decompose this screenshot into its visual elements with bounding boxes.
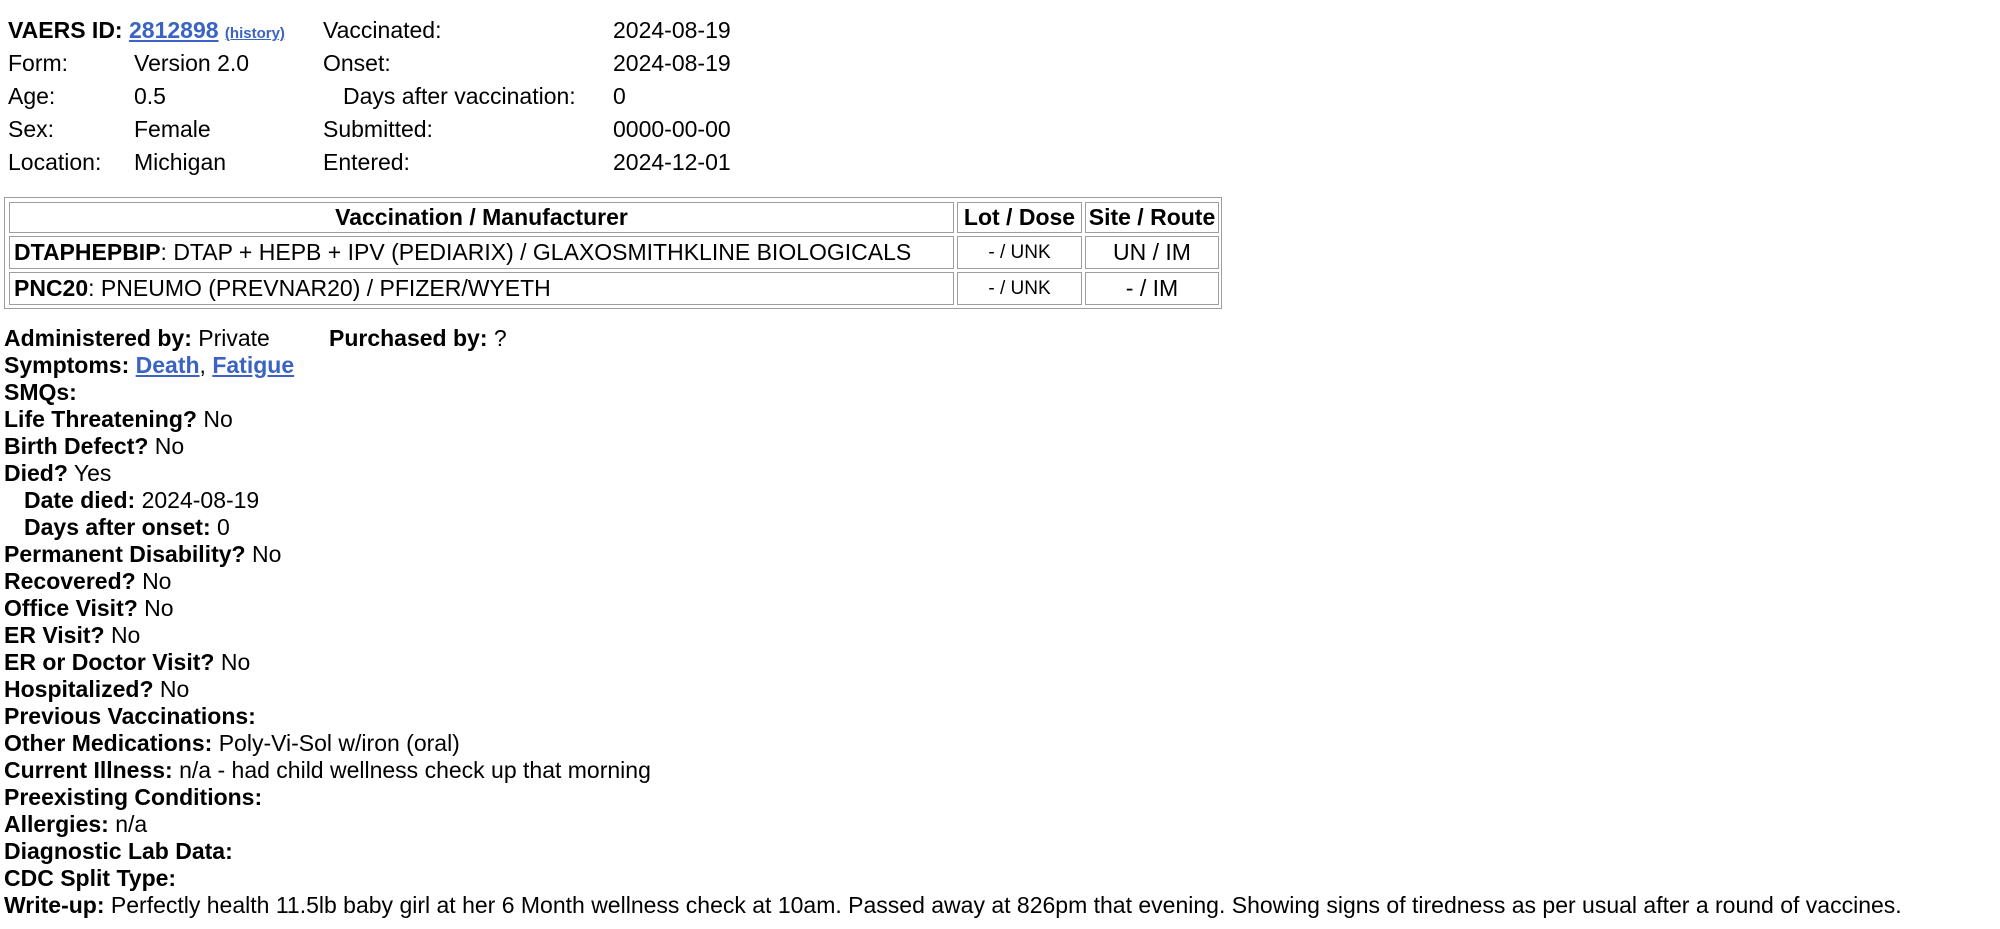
vaccine-description: : DTAP + HEPB + IPV (PEDIARIX) / GLAXOSMITHKLINE BIOLOGICALS bbox=[160, 239, 912, 265]
symptoms-label: Symptoms: bbox=[4, 352, 130, 378]
sex-value: Female bbox=[134, 116, 211, 142]
recovered-value: No bbox=[142, 568, 172, 594]
allergies-label: Allergies: bbox=[4, 811, 109, 837]
previous-vaccinations-row bbox=[4, 703, 256, 730]
days-after-onset-value: 0 bbox=[217, 514, 230, 540]
preexisting-conditions-row bbox=[4, 784, 262, 811]
smqs-row bbox=[4, 379, 77, 406]
permanent-disability-label: Permanent Disability? bbox=[4, 541, 246, 567]
age-value: 0.5 bbox=[134, 83, 166, 109]
date-died-label: Date died: bbox=[24, 487, 136, 513]
hospitalized-value: No bbox=[159, 676, 190, 702]
office-visit-label: Office Visit? bbox=[4, 595, 138, 621]
er-doctor-visit-value: No bbox=[220, 649, 251, 675]
onset-value: 2024-08-19 bbox=[613, 50, 731, 76]
onset-label: Onset: bbox=[323, 50, 391, 76]
administered-row bbox=[4, 325, 270, 352]
column-header-site-route: Site / Route bbox=[1085, 202, 1219, 233]
current-illness-value: n/a - had child wellness check up that morning bbox=[179, 757, 651, 783]
allergies-value: n/a bbox=[115, 811, 148, 837]
write-up-value: Perfectly health 11.5lb baby girl at her 6 Month wellness check at 10am. Passed away at 826pm that evening. Showing signs of tiredness as per usual after a round of vaccines. bbox=[110, 892, 1902, 918]
vaers-id-row bbox=[8, 14, 285, 50]
recovered-row bbox=[4, 568, 171, 595]
vaccine-code: PNC20 bbox=[14, 275, 89, 301]
office-visit-row bbox=[4, 595, 174, 622]
days-after-vaccination-value: 0 bbox=[613, 83, 626, 109]
vaccinated-value: 2024-08-19 bbox=[613, 17, 731, 43]
vaccine-row-2-site-route: - / IM bbox=[1085, 272, 1219, 305]
symptom-link-fatigue[interactable]: Fatigue bbox=[212, 352, 295, 378]
location-label: Location: bbox=[8, 149, 102, 175]
life-threatening-value: No bbox=[203, 406, 233, 432]
administered-label: Administered by: bbox=[4, 325, 192, 351]
age-label: Age: bbox=[8, 83, 56, 109]
allergies-row bbox=[4, 811, 147, 838]
column-header-lot-dose: Lot / Dose bbox=[957, 202, 1082, 233]
symptom-separator: , bbox=[199, 352, 206, 378]
current-illness-row bbox=[4, 757, 651, 784]
current-illness-label: Current Illness: bbox=[4, 757, 173, 783]
days-after-onset-label: Days after onset: bbox=[24, 514, 211, 540]
entered-label: Entered: bbox=[323, 149, 410, 175]
cdc-split-type-label: CDC Split Type: bbox=[4, 865, 177, 891]
birth-defect-label: Birth Defect? bbox=[4, 433, 149, 459]
date-died-row bbox=[24, 487, 259, 514]
form-label: Form: bbox=[8, 50, 69, 76]
er-visit-label: ER Visit? bbox=[4, 622, 105, 648]
life-threatening-row bbox=[4, 406, 233, 433]
died-row bbox=[4, 460, 111, 487]
write-up-label: Write-up: bbox=[4, 892, 105, 918]
birth-defect-value: No bbox=[154, 433, 185, 459]
days-after-vaccination-label: Days after vaccination: bbox=[343, 83, 576, 109]
vaccine-row-1-lot-dose: - / UNK bbox=[957, 236, 1082, 269]
submitted-label: Submitted: bbox=[323, 116, 433, 142]
died-label: Died? bbox=[4, 460, 68, 486]
office-visit-value: No bbox=[144, 595, 174, 621]
previous-vaccinations-label: Previous Vaccinations: bbox=[4, 703, 256, 729]
permanent-disability-value: No bbox=[251, 541, 282, 567]
symptoms-row bbox=[4, 352, 294, 379]
other-medications-label: Other Medications: bbox=[4, 730, 213, 756]
symptom-link-death[interactable]: Death bbox=[135, 352, 200, 378]
write-up-row bbox=[4, 892, 1902, 919]
history-link[interactable]: (history) bbox=[224, 25, 285, 42]
cdc-split-type-row bbox=[4, 865, 176, 892]
vaccinated-label: Vaccinated: bbox=[323, 17, 442, 43]
er-visit-row bbox=[4, 622, 140, 649]
smqs-label: SMQs: bbox=[4, 379, 77, 405]
vaers-id-label: VAERS ID: bbox=[8, 17, 123, 43]
purchased-label: Purchased by: bbox=[329, 325, 488, 351]
permanent-disability-row bbox=[4, 541, 281, 568]
sex-label: Sex: bbox=[8, 116, 55, 142]
vaccine-row-2-lot-dose: - / UNK bbox=[957, 272, 1082, 305]
hospitalized-row bbox=[4, 676, 189, 703]
vaccine-table bbox=[4, 197, 1222, 309]
purchased-row bbox=[329, 325, 507, 352]
other-medications-value: Poly-Vi-Sol w/iron (oral) bbox=[218, 730, 460, 756]
er-doctor-visit-row bbox=[4, 649, 250, 676]
hospitalized-label: Hospitalized? bbox=[4, 676, 154, 702]
vaccine-description: : PNEUMO (PREVNAR20) / PFIZER/WYETH bbox=[88, 275, 551, 301]
column-header-vaccination: Vaccination / Manufacturer bbox=[9, 202, 954, 233]
preexisting-conditions-label: Preexisting Conditions: bbox=[4, 784, 263, 810]
er-visit-value: No bbox=[110, 622, 141, 648]
er-doctor-visit-label: ER or Doctor Visit? bbox=[4, 649, 215, 675]
form-value: Version 2.0 bbox=[134, 50, 250, 76]
entered-value: 2024-12-01 bbox=[613, 149, 731, 175]
vaccine-row-1-name bbox=[9, 236, 954, 269]
vaccine-row-2-name bbox=[9, 272, 954, 305]
location-value: Michigan bbox=[134, 149, 227, 175]
submitted-value: 0000-00-00 bbox=[613, 116, 731, 142]
died-value: Yes bbox=[73, 460, 112, 486]
days-after-onset-row bbox=[24, 514, 230, 541]
life-threatening-label: Life Threatening? bbox=[4, 406, 197, 432]
diagnostic-lab-row bbox=[4, 838, 233, 865]
administered-value: Private bbox=[198, 325, 270, 351]
recovered-label: Recovered? bbox=[4, 568, 136, 594]
birth-defect-row bbox=[4, 433, 184, 460]
date-died-value: 2024-08-19 bbox=[141, 487, 260, 513]
diagnostic-lab-label: Diagnostic Lab Data: bbox=[4, 838, 233, 864]
purchased-value: ? bbox=[493, 325, 507, 351]
vaers-id-link[interactable]: 2812898 bbox=[128, 17, 219, 43]
vaccine-row-1-site-route: UN / IM bbox=[1085, 236, 1219, 269]
vaccine-code: DTAPHEPBIP bbox=[14, 239, 161, 265]
other-medications-row bbox=[4, 730, 460, 757]
